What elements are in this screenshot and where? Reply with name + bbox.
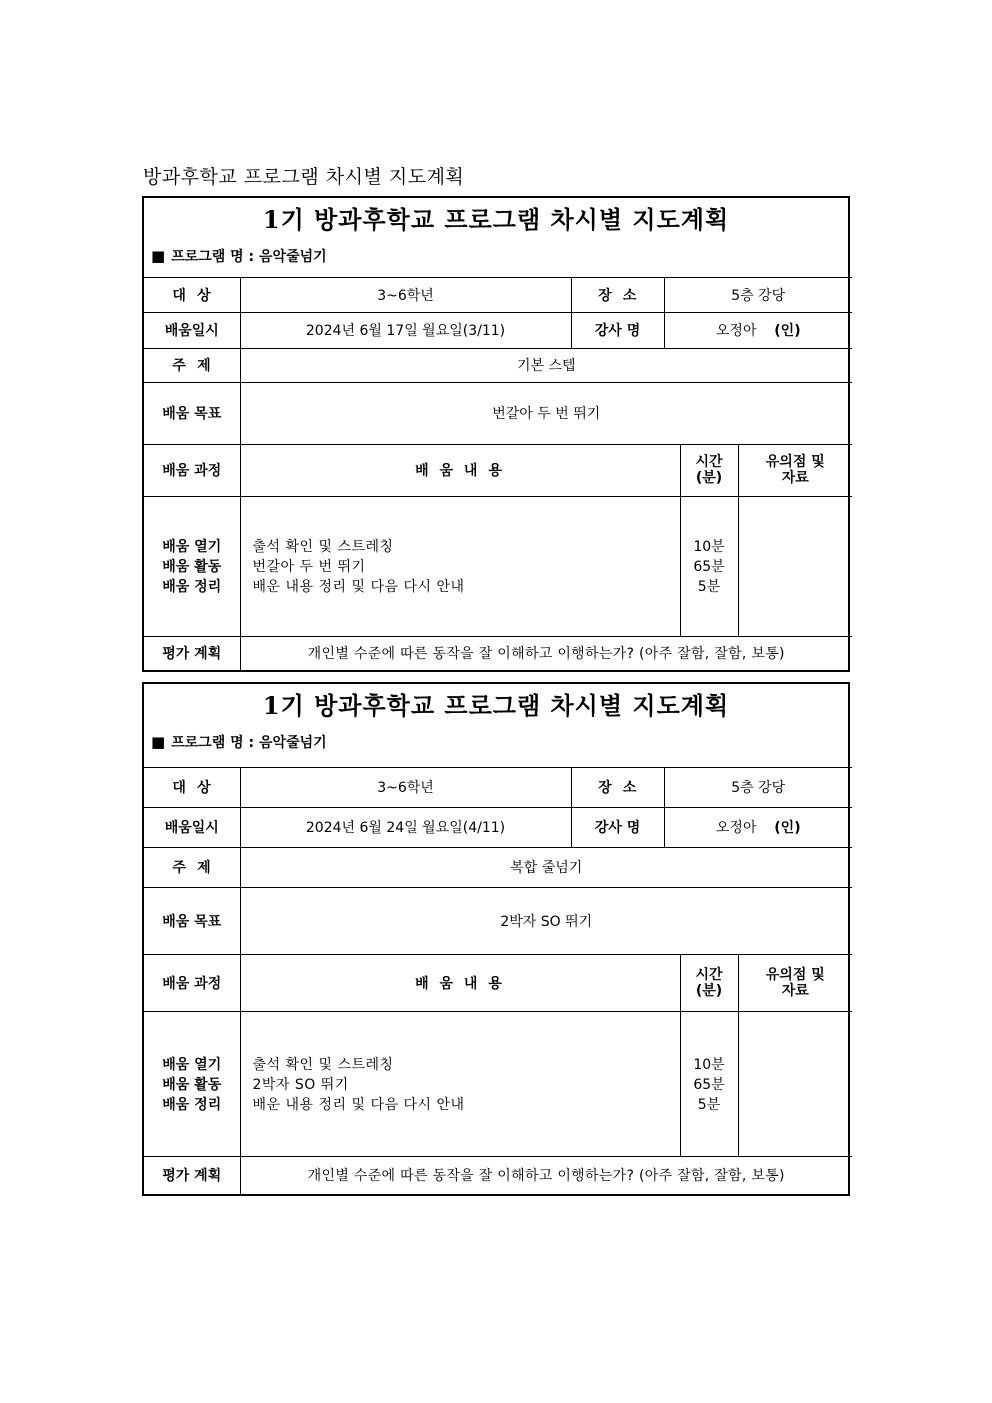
teacher-value: 오정아 — [715, 820, 757, 836]
step-time: 65분 — [693, 559, 725, 575]
goal-label: 배움 목표 — [144, 382, 240, 444]
table-row — [144, 348, 852, 382]
target-value: 3~6학년 — [240, 277, 571, 312]
target-label: 대 상 — [144, 277, 240, 312]
table-row — [144, 887, 852, 954]
lesson-plan-1 — [142, 196, 850, 672]
step-content: 번갈아 두 번 뛰기 — [252, 559, 366, 575]
eval-label: 평가 계획 — [144, 636, 240, 670]
teacher-cell — [664, 807, 852, 847]
topic-label: 주 제 — [144, 348, 240, 382]
content-header: 배 움 내 용 — [240, 444, 680, 496]
date-value: 2024년 6월 17일 월요일(3/11) — [240, 312, 571, 348]
step-content: 배운 내용 정리 및 다음 다시 안내 — [252, 579, 465, 595]
teacher-label: 강사 명 — [571, 807, 664, 847]
note-header — [738, 444, 852, 496]
target-label: 대 상 — [144, 767, 240, 807]
square-bullet-icon: ■ — [151, 247, 166, 265]
plan-title: 1기 방과후학교 프로그램 차시별 지도계획 — [262, 691, 730, 720]
plan-header — [144, 198, 848, 239]
eval-value: 개인별 수준에 따른 동작을 잘 이해하고 이행하는가? (아주 잘함, 잘함, 보통) — [240, 1156, 852, 1194]
table-row — [144, 847, 852, 887]
table-row — [144, 277, 852, 312]
step-content: 배운 내용 정리 및 다음 다시 안내 — [252, 1096, 465, 1113]
page-title: 방과후학교 프로그램 차시별 지도계획 — [143, 166, 465, 188]
step-time: 65분 — [693, 1076, 725, 1093]
time-header-line: (분) — [695, 470, 723, 486]
process-note-cell — [738, 1011, 852, 1156]
step-content: 2박자 SO 뛰기 — [252, 1076, 349, 1093]
eval-label: 평가 계획 — [144, 1156, 240, 1194]
step-time: 5분 — [697, 579, 721, 595]
plan-header — [144, 684, 848, 725]
table-row — [144, 444, 852, 496]
lesson-plan-2 — [142, 682, 850, 1196]
teacher-value: 오정아 — [715, 323, 757, 339]
note-header-line: 유의점 및 — [765, 966, 825, 983]
square-bullet-icon: ■ — [151, 733, 166, 751]
topic-value: 복합 줄넘기 — [240, 847, 852, 887]
table-row — [144, 767, 852, 807]
place-value: 5층 강당 — [664, 277, 852, 312]
seal-mark: (인) — [774, 323, 801, 339]
step-time: 5분 — [697, 1096, 721, 1113]
program-name-text: 프로그램 명 : 음악줄넘기 — [171, 735, 327, 751]
table-row — [144, 954, 852, 1011]
date-label: 배움일시 — [144, 312, 240, 348]
date-label: 배움일시 — [144, 807, 240, 847]
teacher-label: 강사 명 — [571, 312, 664, 348]
plan-title: 1기 방과후학교 프로그램 차시별 지도계획 — [262, 205, 730, 234]
step-label: 배움 활동 — [162, 559, 222, 575]
note-header-line: 자료 — [781, 470, 809, 486]
table-row — [144, 636, 852, 670]
table-row — [144, 496, 852, 636]
target-value: 3~6학년 — [240, 767, 571, 807]
note-header-line: 유의점 및 — [765, 454, 825, 470]
table-row — [144, 1156, 852, 1194]
process-labels-cell — [144, 496, 240, 636]
table-row — [144, 382, 852, 444]
table-row — [144, 1011, 852, 1156]
time-header-line: 시간 — [695, 454, 723, 470]
plan-table — [144, 277, 852, 671]
topic-value: 기본 스텝 — [240, 348, 852, 382]
place-value: 5층 강당 — [664, 767, 852, 807]
time-header-line: (분) — [695, 982, 723, 999]
step-content: 출석 확인 및 스트레칭 — [252, 539, 394, 555]
step-time: 10분 — [693, 539, 725, 555]
note-header — [738, 954, 852, 1011]
process-time-cell — [680, 1011, 738, 1156]
process-header: 배움 과정 — [144, 444, 240, 496]
place-label: 장 소 — [571, 767, 664, 807]
step-time: 10분 — [693, 1056, 725, 1073]
step-label: 배움 열기 — [162, 1056, 222, 1073]
plan-table — [144, 767, 852, 1195]
time-header — [680, 954, 738, 1011]
process-labels-cell — [144, 1011, 240, 1156]
step-label: 배움 정리 — [162, 579, 222, 595]
step-content: 출석 확인 및 스트레칭 — [252, 1056, 394, 1073]
seal-mark: (인) — [774, 820, 801, 836]
process-note-cell — [738, 496, 852, 636]
process-time-cell — [680, 496, 738, 636]
content-header: 배 움 내 용 — [240, 954, 680, 1011]
note-header-line: 자료 — [781, 982, 809, 999]
date-value: 2024년 6월 24일 월요일(4/11) — [240, 807, 571, 847]
goal-value: 2박자 SO 뛰기 — [240, 887, 852, 954]
time-header — [680, 444, 738, 496]
program-name-text: 프로그램 명 : 음악줄넘기 — [171, 249, 327, 265]
program-name — [151, 732, 327, 752]
program-name — [151, 246, 327, 266]
step-label: 배움 열기 — [162, 539, 222, 555]
time-header-line: 시간 — [695, 966, 723, 983]
table-row — [144, 312, 852, 348]
step-label: 배움 활동 — [162, 1076, 222, 1093]
teacher-cell — [664, 312, 852, 348]
process-content-cell — [240, 1011, 680, 1156]
step-label: 배움 정리 — [162, 1096, 222, 1113]
topic-label: 주 제 — [144, 847, 240, 887]
process-content-cell — [240, 496, 680, 636]
place-label: 장 소 — [571, 277, 664, 312]
goal-label: 배움 목표 — [144, 887, 240, 954]
table-row — [144, 807, 852, 847]
process-header: 배움 과정 — [144, 954, 240, 1011]
goal-value: 번갈아 두 번 뛰기 — [240, 382, 852, 444]
eval-value: 개인별 수준에 따른 동작을 잘 이해하고 이행하는가? (아주 잘함, 잘함, 보통) — [240, 636, 852, 670]
